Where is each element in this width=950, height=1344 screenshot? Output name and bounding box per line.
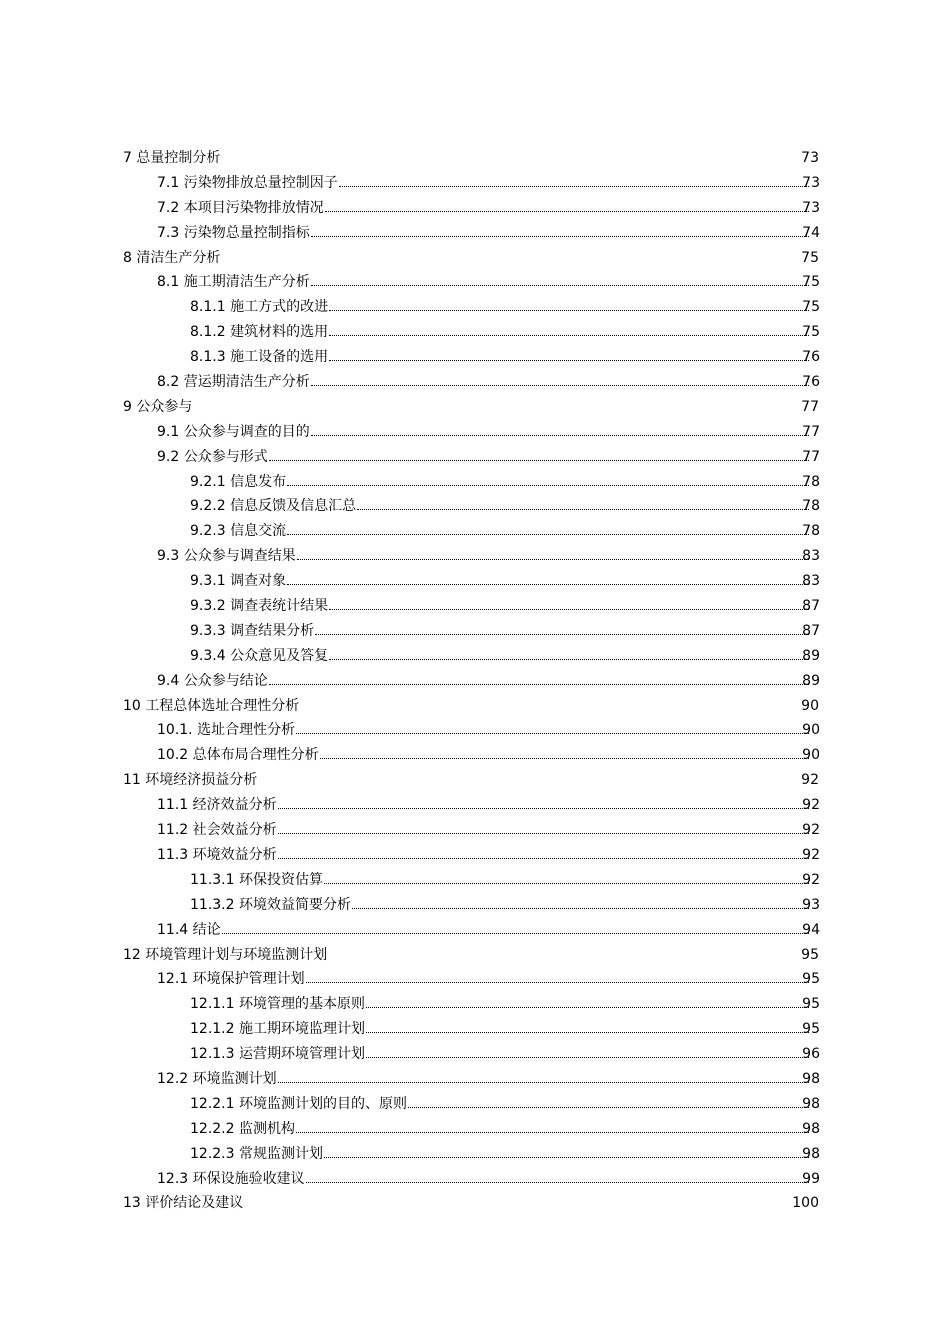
toc-entry-page-number: 73 xyxy=(802,174,820,191)
toc-dot-leader xyxy=(339,186,809,187)
toc-dot-leader xyxy=(329,609,809,610)
toc-entry-label: 11.1 经济效益分析 xyxy=(157,797,277,814)
toc-entry-label: 7.1 污染物排放总量控制因子 xyxy=(157,174,338,191)
toc-entry-page-number: 93 xyxy=(802,896,820,913)
toc-entry[interactable] xyxy=(0,171,950,196)
toc-entry-page-number: 73 xyxy=(801,150,819,166)
toc-entry-label: 11 环境经济损益分析 xyxy=(123,772,258,789)
toc-entry-page-number: 75 xyxy=(801,249,819,266)
toc-entry[interactable] xyxy=(0,694,950,719)
toc-entry-page-number: 98 xyxy=(802,1120,820,1137)
toc-entry-label: 7.3 污染物总量控制指标 xyxy=(157,224,310,241)
toc-entry[interactable] xyxy=(0,569,950,594)
toc-entry-page-number: 75 xyxy=(802,299,820,316)
toc-entry-label: 8.1 施工期清洁生产分析 xyxy=(157,274,310,291)
toc-dot-leader xyxy=(278,858,809,859)
toc-entry-label: 8 清洁生产分析 xyxy=(123,249,221,266)
toc-entry[interactable] xyxy=(0,295,950,320)
toc-entry[interactable] xyxy=(0,270,950,295)
toc-entry-label: 12.1.1 环境管理的基本原则 xyxy=(190,996,365,1013)
toc-entry-label: 9.3.1 调查对象 xyxy=(190,573,287,590)
toc-entry[interactable] xyxy=(0,992,950,1017)
toc-entry-page-number: 74 xyxy=(802,224,820,241)
toc-dot-leader xyxy=(329,335,809,336)
toc-dot-leader xyxy=(296,1132,809,1133)
toc-dot-leader xyxy=(320,758,809,759)
toc-dot-leader xyxy=(408,1107,809,1108)
toc-dot-leader xyxy=(311,435,809,436)
toc-entry-label: 12.2.2 监测机构 xyxy=(190,1120,295,1137)
toc-entry-label: 8.1.2 建筑材料的选用 xyxy=(190,324,329,341)
toc-entry-label: 9.2.2 信息反馈及信息汇总 xyxy=(190,498,357,515)
toc-dot-leader xyxy=(311,385,809,386)
toc-dot-leader xyxy=(311,285,809,286)
toc-entry[interactable] xyxy=(0,1042,950,1067)
toc-entry-page-number: 94 xyxy=(802,921,820,938)
toc-entry[interactable] xyxy=(0,619,950,644)
toc-dot-leader xyxy=(311,236,809,237)
toc-entry-label: 7.2 本项目污染物排放情况 xyxy=(157,199,324,216)
toc-entry[interactable] xyxy=(0,221,950,246)
toc-entry-label: 7 总量控制分析 xyxy=(123,150,221,166)
toc-entry-label: 9.3.2 调查表统计结果 xyxy=(190,598,329,615)
toc-entry-page-number: 92 xyxy=(802,822,820,839)
toc-entry[interactable] xyxy=(0,893,950,918)
toc-entry-label: 12.1 环境保护管理计划 xyxy=(157,971,305,988)
toc-entry-label: 12.2.1 环境监测计划的目的、原则 xyxy=(190,1095,407,1112)
toc-entry-page-number: 77 xyxy=(802,448,820,465)
toc-entry-page-number: 92 xyxy=(802,797,820,814)
toc-dot-leader xyxy=(287,584,809,585)
toc-dot-leader xyxy=(366,1007,809,1008)
toc-dot-leader xyxy=(325,211,809,212)
toc-entry-page-number: 89 xyxy=(802,672,820,689)
toc-entry-label: 12.1.3 运营期环境管理计划 xyxy=(190,1046,365,1063)
toc-entry-label: 9.4 公众参与结论 xyxy=(157,672,268,689)
toc-dot-leader xyxy=(297,559,809,560)
toc-entry-page-number: 78 xyxy=(802,473,820,490)
toc-entry[interactable] xyxy=(0,768,950,793)
toc-entry-label: 8.1.1 施工方式的改进 xyxy=(190,299,329,316)
toc-entry[interactable] xyxy=(0,669,950,694)
toc-entry-label: 10.1. 选址合理性分析 xyxy=(157,722,296,739)
toc-entry-page-number: 73 xyxy=(802,199,820,216)
toc-dot-leader xyxy=(269,684,809,685)
toc-entry-page-number: 76 xyxy=(802,349,820,366)
toc-entry[interactable] xyxy=(0,470,950,495)
toc-entry[interactable] xyxy=(0,943,950,968)
toc-entry-label: 11.3.2 环境效益简要分析 xyxy=(190,896,351,913)
toc-entry-page-number: 78 xyxy=(802,523,820,540)
toc-entry[interactable] xyxy=(0,246,950,271)
toc-entry-page-number: 98 xyxy=(802,1145,820,1162)
toc-dot-leader xyxy=(287,534,809,535)
toc-dot-leader xyxy=(315,634,809,635)
toc-dot-leader xyxy=(366,1032,809,1033)
toc-entry-page-number: 75 xyxy=(802,274,820,291)
toc-dot-leader xyxy=(357,509,809,510)
toc-entry[interactable] xyxy=(0,1167,950,1192)
toc-dot-leader xyxy=(366,1057,809,1058)
toc-entry[interactable] xyxy=(0,1142,950,1167)
toc-dot-leader xyxy=(269,460,809,461)
toc-dot-leader xyxy=(278,833,809,834)
toc-entry[interactable] xyxy=(0,718,950,743)
toc-entry-page-number: 77 xyxy=(801,398,819,415)
table-of-contents xyxy=(0,146,950,1216)
toc-entry-label: 8.2 营运期清洁生产分析 xyxy=(157,374,310,391)
toc-entry-page-number: 78 xyxy=(802,498,820,515)
toc-entry-page-number: 92 xyxy=(802,846,820,863)
toc-entry-page-number: 100 xyxy=(792,1195,819,1212)
toc-entry[interactable] xyxy=(0,1117,950,1142)
toc-entry-label: 12 环境管理计划与环境监测计划 xyxy=(123,946,328,963)
toc-entry[interactable] xyxy=(0,967,950,992)
toc-dot-leader xyxy=(296,733,809,734)
toc-entry-label: 11.3 环境效益分析 xyxy=(157,846,277,863)
toc-entry[interactable] xyxy=(0,146,950,171)
toc-entry[interactable] xyxy=(0,918,950,943)
toc-dot-leader xyxy=(329,360,809,361)
toc-entry-label: 9.3.4 公众意见及答复 xyxy=(190,647,329,664)
toc-entry-label: 10.2 总体布局合理性分析 xyxy=(157,747,319,764)
toc-entry[interactable] xyxy=(0,644,950,669)
toc-entry-page-number: 90 xyxy=(801,697,819,714)
toc-entry-page-number: 87 xyxy=(802,622,820,639)
toc-dot-leader xyxy=(306,982,809,983)
toc-entry-label: 9.3.3 调查结果分析 xyxy=(190,622,315,639)
toc-entry-page-number: 95 xyxy=(802,1021,820,1038)
toc-entry-page-number: 95 xyxy=(802,996,820,1013)
toc-entry[interactable] xyxy=(0,1067,950,1092)
toc-entry-label: 9 公众参与 xyxy=(123,398,193,415)
toc-entry[interactable] xyxy=(0,818,950,843)
toc-entry-page-number: 75 xyxy=(802,324,820,341)
toc-entry[interactable] xyxy=(0,519,950,544)
toc-dot-leader xyxy=(222,933,809,934)
toc-dot-leader xyxy=(324,1157,809,1158)
toc-entry-label: 9.2.1 信息发布 xyxy=(190,473,287,490)
toc-entry-page-number: 96 xyxy=(802,1046,820,1063)
toc-entry-page-number: 95 xyxy=(802,971,820,988)
toc-entry[interactable] xyxy=(0,345,950,370)
toc-entry-label: 9.2.3 信息交流 xyxy=(190,523,287,540)
toc-entry[interactable] xyxy=(0,544,950,569)
toc-dot-leader xyxy=(287,485,809,486)
toc-entry-page-number: 92 xyxy=(801,772,819,789)
toc-entry[interactable] xyxy=(0,868,950,893)
toc-entry-label: 11.4 结论 xyxy=(157,921,221,938)
toc-entry-page-number: 89 xyxy=(802,647,820,664)
toc-entry[interactable] xyxy=(0,1191,950,1216)
toc-entry[interactable] xyxy=(0,793,950,818)
toc-entry-label: 12.2 环境监测计划 xyxy=(157,1070,277,1087)
toc-entry-label: 9.2 公众参与形式 xyxy=(157,448,268,465)
toc-entry[interactable] xyxy=(0,1017,950,1042)
toc-entry-label: 9.1 公众参与调查的目的 xyxy=(157,423,310,440)
toc-entry-page-number: 83 xyxy=(802,573,820,590)
toc-entry-page-number: 99 xyxy=(802,1170,820,1187)
toc-entry-label: 11.3.1 环保投资估算 xyxy=(190,871,323,888)
toc-entry[interactable] xyxy=(0,420,950,445)
toc-entry[interactable] xyxy=(0,395,950,420)
toc-entry-page-number: 77 xyxy=(802,423,820,440)
toc-entry-label: 13 评价结论及建议 xyxy=(123,1195,244,1212)
toc-entry-label: 8.1.3 施工设备的选用 xyxy=(190,349,329,366)
toc-entry-page-number: 83 xyxy=(802,548,820,565)
toc-dot-leader xyxy=(306,1182,809,1183)
toc-dot-leader xyxy=(278,808,809,809)
toc-entry[interactable] xyxy=(0,594,950,619)
toc-dot-leader xyxy=(324,883,809,884)
toc-entry-label: 11.2 社会效益分析 xyxy=(157,822,277,839)
toc-entry-page-number: 98 xyxy=(802,1095,820,1112)
toc-entry-page-number: 90 xyxy=(802,747,820,764)
toc-entry-label: 12.2.3 常规监测计划 xyxy=(190,1145,323,1162)
toc-entry[interactable] xyxy=(0,843,950,868)
toc-entry[interactable] xyxy=(0,196,950,221)
toc-dot-leader xyxy=(352,908,809,909)
toc-entry[interactable] xyxy=(0,320,950,345)
toc-entry[interactable] xyxy=(0,1092,950,1117)
toc-entry[interactable] xyxy=(0,743,950,768)
toc-entry-page-number: 87 xyxy=(802,598,820,615)
toc-entry-label: 10 工程总体选址合理性分析 xyxy=(123,697,300,714)
toc-entry-page-number: 92 xyxy=(802,871,820,888)
toc-dot-leader xyxy=(278,1082,809,1083)
toc-entry-label: 12.3 环保设施验收建议 xyxy=(157,1170,305,1187)
toc-entry-label: 12.1.2 施工期环境监理计划 xyxy=(190,1021,365,1038)
toc-dot-leader xyxy=(329,310,809,311)
toc-entry[interactable] xyxy=(0,370,950,395)
toc-entry[interactable] xyxy=(0,445,950,470)
toc-entry[interactable] xyxy=(0,494,950,519)
toc-entry-page-number: 76 xyxy=(802,374,820,391)
toc-entry-page-number: 90 xyxy=(802,722,820,739)
toc-entry-page-number: 95 xyxy=(801,946,819,963)
toc-dot-leader xyxy=(329,659,809,660)
toc-entry-page-number: 98 xyxy=(802,1070,820,1087)
toc-entry-label: 9.3 公众参与调查结果 xyxy=(157,548,296,565)
